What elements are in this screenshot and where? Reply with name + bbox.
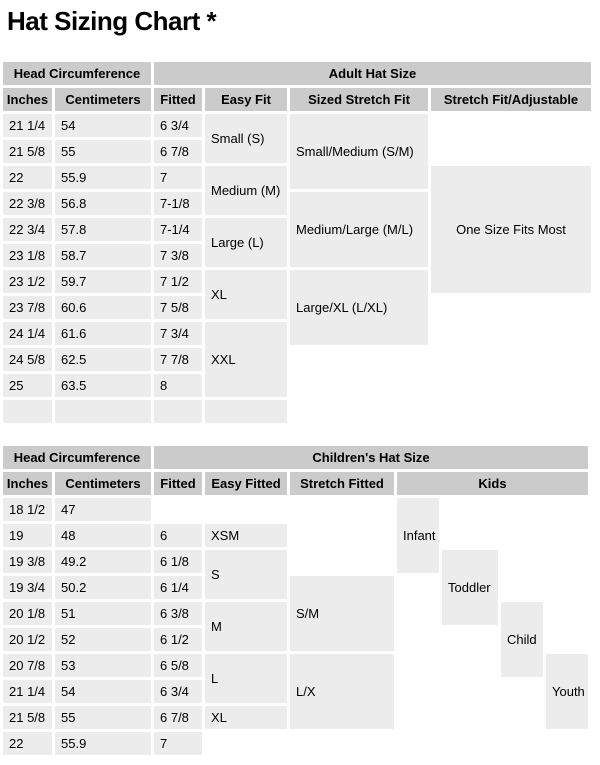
page-title: Hat Sizing Chart * <box>7 6 217 36</box>
table-cell: 21 5/8 <box>3 706 52 729</box>
blank-cell <box>431 296 591 423</box>
table-cell: 6 3/8 <box>154 602 202 625</box>
header-cell: Kids <box>397 472 588 495</box>
table-cell: 61.6 <box>55 322 151 345</box>
table-cell: 21 1/4 <box>3 680 52 703</box>
table-cell: 6 7/8 <box>154 706 202 729</box>
table-cell: XSM <box>205 524 287 547</box>
table-cell: 21 5/8 <box>3 140 52 163</box>
table-cell: 20 1/2 <box>3 628 52 651</box>
table-cell: 50.2 <box>55 576 151 599</box>
table-row <box>3 498 588 521</box>
table-cell: 62.5 <box>55 348 151 371</box>
header-cell: Head Circumference <box>3 62 151 85</box>
table-cell: 63.5 <box>55 374 151 397</box>
table-cell: 6 7/8 <box>154 140 202 163</box>
table-cell: 20 1/8 <box>3 602 52 625</box>
childrens-hat-size-table <box>0 443 591 758</box>
table-cell: 7 1/2 <box>154 270 202 293</box>
column-header-row <box>3 88 591 111</box>
blank-cell <box>442 628 498 755</box>
header-cell: Fitted <box>154 88 202 111</box>
table-cell: 18 1/2 <box>3 498 52 521</box>
table-cell: Youth <box>546 654 588 729</box>
header-cell: Stretch Fit/Adjustable <box>431 88 591 111</box>
group-header-row <box>3 446 588 469</box>
table-cell: 51 <box>55 602 151 625</box>
table-cell: 22 <box>3 166 52 189</box>
table-cell: 7 <box>154 166 202 189</box>
header-cell: Centimeters <box>55 472 151 495</box>
table-cell: Large (L) <box>205 218 287 267</box>
blank-cell <box>290 498 394 573</box>
blank-cell <box>442 498 498 547</box>
table-cell: 55 <box>55 140 151 163</box>
header-cell: Easy Fitted <box>205 472 287 495</box>
blank-cell <box>546 498 588 651</box>
header-cell: Easy Fit <box>205 88 287 111</box>
table-row <box>3 114 591 137</box>
table-cell: 19 <box>3 524 52 547</box>
table-cell: L/X <box>290 654 394 729</box>
table-cell: 21 1/4 <box>3 114 52 137</box>
blank-cell <box>290 732 394 755</box>
table-cell: 22 3/4 <box>3 218 52 241</box>
header-cell: Adult Hat Size <box>154 62 591 85</box>
table-cell: M <box>205 602 287 651</box>
table-cell: Child <box>501 602 543 677</box>
table-cell: 6 <box>154 524 202 547</box>
table-cell: 24 1/4 <box>3 322 52 345</box>
header-cell: Stretch Fitted <box>290 472 394 495</box>
blank-cell <box>290 348 428 423</box>
table-cell: 54 <box>55 680 151 703</box>
table-cell: 22 3/8 <box>3 192 52 215</box>
blank-cell <box>501 498 543 599</box>
column-header-row <box>3 472 588 495</box>
table-cell: 6 1/4 <box>154 576 202 599</box>
table-cell: 55.9 <box>55 732 151 755</box>
table-cell: 19 3/8 <box>3 550 52 573</box>
table-cell: Medium (M) <box>205 166 287 215</box>
table-cell: 48 <box>55 524 151 547</box>
table-cell <box>3 400 52 423</box>
table-cell: 19 3/4 <box>3 576 52 599</box>
table-cell <box>205 400 287 423</box>
table-cell: 22 <box>3 732 52 755</box>
table-cell: 7-1/4 <box>154 218 202 241</box>
header-cell: Head Circumference <box>3 446 151 469</box>
table-cell: 20 7/8 <box>3 654 52 677</box>
table-cell: 23 1/8 <box>3 244 52 267</box>
table-cell: XXL <box>205 322 287 397</box>
table-cell: 7 <box>154 732 202 755</box>
table-cell: 23 7/8 <box>3 296 52 319</box>
blank-cell <box>501 680 543 755</box>
table-cell: 7 3/8 <box>154 244 202 267</box>
table-cell: 60.6 <box>55 296 151 319</box>
table-cell: S/M <box>290 576 394 651</box>
table-cell: 25 <box>3 374 52 397</box>
table-cell: 47 <box>55 498 151 521</box>
table-cell: 23 1/2 <box>3 270 52 293</box>
table-cell: 7 5/8 <box>154 296 202 319</box>
table-cell <box>55 400 151 423</box>
table-cell: Medium/Large (M/L) <box>290 192 428 267</box>
header-cell: Fitted <box>154 472 202 495</box>
table-cell: 6 3/4 <box>154 114 202 137</box>
table-cell: Toddler <box>442 550 498 625</box>
table-cell: 55 <box>55 706 151 729</box>
table-cell: 7-1/8 <box>154 192 202 215</box>
table-cell: 6 1/8 <box>154 550 202 573</box>
table-cell: 6 1/2 <box>154 628 202 651</box>
header-cell: Sized Stretch Fit <box>290 88 428 111</box>
table-cell: 24 5/8 <box>3 348 52 371</box>
blank-cell <box>205 498 287 521</box>
table-cell: 54 <box>55 114 151 137</box>
header-cell: Children's Hat Size <box>154 446 588 469</box>
table-cell: 8 <box>154 374 202 397</box>
table-cell: 7 7/8 <box>154 348 202 371</box>
header-cell: Inches <box>3 472 52 495</box>
adult-hat-size-table <box>0 59 594 426</box>
blank-cell <box>154 498 202 521</box>
table-cell: 7 3/4 <box>154 322 202 345</box>
table-cell: Large/XL (L/XL) <box>290 270 428 345</box>
table-cell: 56.8 <box>55 192 151 215</box>
table-cell: 55.9 <box>55 166 151 189</box>
table-cell: 59.7 <box>55 270 151 293</box>
group-header-row <box>3 62 591 85</box>
table-cell: Infant <box>397 498 439 573</box>
table-cell <box>154 400 202 423</box>
table-cell: L <box>205 654 287 703</box>
hat-sizing-page <box>0 6 600 758</box>
blank-cell <box>431 114 591 163</box>
table-cell: 49.2 <box>55 550 151 573</box>
table-cell: XL <box>205 706 287 729</box>
table-cell: 53 <box>55 654 151 677</box>
table-cell: 58.7 <box>55 244 151 267</box>
table-cell: XL <box>205 270 287 319</box>
header-cell: Centimeters <box>55 88 151 111</box>
table-cell: Small (S) <box>205 114 287 163</box>
table-cell: 57.8 <box>55 218 151 241</box>
table-cell: 6 5/8 <box>154 654 202 677</box>
blank-cell <box>397 576 439 755</box>
blank-cell <box>205 732 287 755</box>
table-cell: Small/Medium (S/M) <box>290 114 428 189</box>
header-cell: Inches <box>3 88 52 111</box>
table-cell: 6 3/4 <box>154 680 202 703</box>
blank-cell <box>546 732 588 755</box>
table-cell: One Size Fits Most <box>431 166 591 293</box>
table-cell: S <box>205 550 287 599</box>
table-cell: 52 <box>55 628 151 651</box>
